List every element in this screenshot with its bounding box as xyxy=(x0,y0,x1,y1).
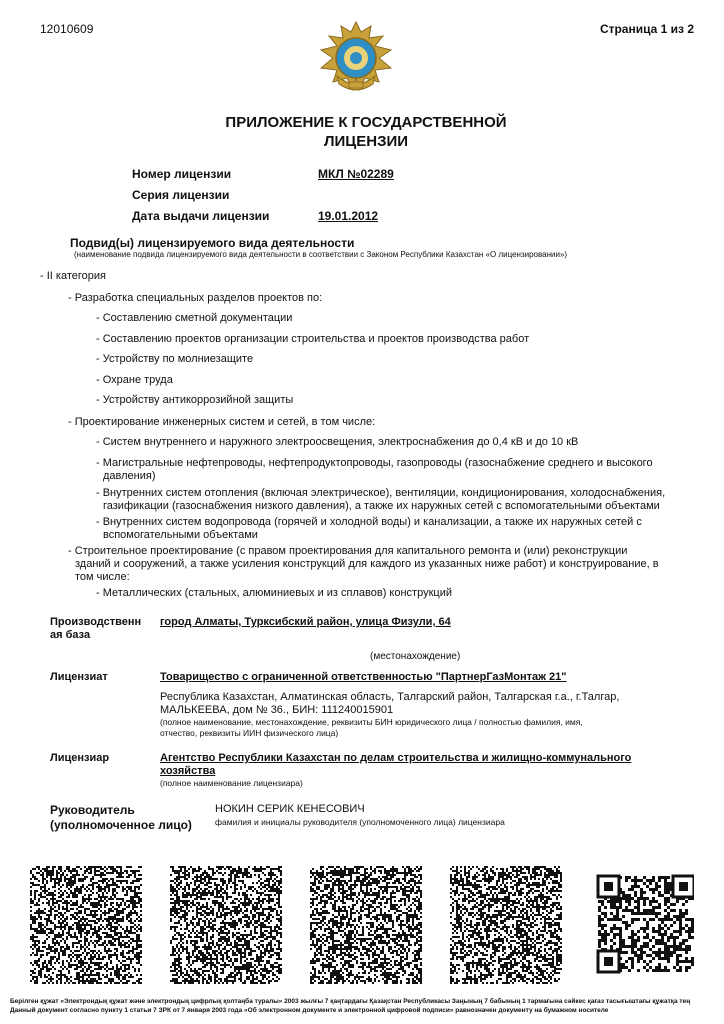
datamatrix-code-3-icon xyxy=(310,866,422,984)
licensee-address xyxy=(160,691,619,717)
list-item: - Охране труда xyxy=(96,374,173,386)
production-base-label xyxy=(50,616,141,642)
list-item: - Магистральные нефтепроводы, нефтепродуктопроводы, газопроводы (газоснабжение среднего и высокого xyxy=(96,457,653,469)
licensee-note-line-2: отчество, реквизиты ИИН физического лица) xyxy=(160,728,339,738)
list-item: - Составлению сметной документации xyxy=(96,312,293,324)
title-line-2: ЛИЦЕНЗИИ xyxy=(323,133,409,150)
licensee-address-line-2: МАЛЬКЕЕВА, дом № 36., БИН: 111240015901 xyxy=(160,704,394,716)
list-item: - Составлению проектов организации строительства и проектов производства работ xyxy=(96,333,530,345)
document-number: 12010609 xyxy=(40,22,94,36)
list-item-continuation: вспомогательными объектами xyxy=(103,529,258,541)
production-base-note: (местонахождение) xyxy=(370,651,461,662)
licensor-name xyxy=(160,752,631,778)
licensor-name-line-1: Агентство Республики Казахстан по делам строительства и жилищно-коммунального xyxy=(160,752,632,764)
list-item: - Систем внутреннего и наружного электроосвещения, электроснабжения до 0,4 кВ и до 10 кВ xyxy=(96,436,579,448)
state-emblem-icon xyxy=(313,18,399,100)
datamatrix-code-4-icon xyxy=(450,866,562,984)
production-base-label-line-1: Производственн xyxy=(50,616,142,628)
footer-line-russian: Данный документ согласно пункту 1 статьи 7 ЗРК от 7 января 2003 года «Об электронном документе и электронной цифровой подписи» равнозначен документу на бумажном носителе xyxy=(10,1007,609,1014)
license-series-label: Серия лицензии xyxy=(132,188,230,202)
footer-line-kazakh: Берілген құжат «Электрондық құжат және электрондық цифрлық қолтаңба туралы» 2003 жылғы 7 қаңтардағы Қазақстан Республикасы Заңының 7 бабының 1 тармағына сәйкес қағаз тасығыштағы құжатқа тең xyxy=(10,998,691,1005)
group2-title: - Проектирование инженерных систем и сетей, в том числе: xyxy=(68,416,376,428)
document-title xyxy=(150,113,582,151)
head-label-line-1: Руководитель xyxy=(50,803,135,817)
issue-date-value: 19.01.2012 xyxy=(318,209,379,223)
license-number-value: МКЛ №02289 xyxy=(318,167,394,181)
subtype-note: (наименование подвида лицензируемого вида деятельности в соответствии с Законом Республики Казахстан «О лицензировании») xyxy=(74,250,568,259)
datamatrix-code-1-icon xyxy=(30,866,142,984)
licensee-name: Товарищество с ограниченной ответственностью "ПартнерГазМонтаж 21" xyxy=(160,671,567,683)
production-base-label-line-2: ая база xyxy=(50,629,91,641)
licensor-note: (полное наименование лицензиара) xyxy=(160,778,303,788)
list-item: - Устройству по молниезащите xyxy=(96,353,254,365)
title-line-1: ПРИЛОЖЕНИЕ К ГОСУДАРСТВЕННОЙ xyxy=(225,114,507,131)
list-item: - Металлических (стальных, алюминиевых и из сплавов) конструкций xyxy=(96,587,452,599)
group3-title-continuation: том числе: xyxy=(75,571,130,583)
licensee-note xyxy=(160,717,583,739)
licensee-label: Лицензиат xyxy=(50,671,108,683)
license-number-label: Номер лицензии xyxy=(132,167,232,181)
list-item: - Внутренних систем водопровода (горячей и холодной воды) и канализации, а также их наружных сетей с xyxy=(96,516,642,528)
group3-title: - Строительное проектирование (с правом проектирования для капитального ремонта и (или) реконструкции xyxy=(68,545,628,557)
category-item: - II категория xyxy=(40,270,106,282)
list-item: - Внутренних систем отопления (включая электрическое), вентиляции, кондиционирования, холодоснабжения, xyxy=(96,487,666,499)
production-base-address: город Алматы, Турксибский район, улица Физули, 64 xyxy=(160,616,451,628)
legal-footer xyxy=(10,997,714,1015)
head-label-line-2: (уполномоченное лицо) xyxy=(50,818,192,832)
licensee-note-line-1: (полное наименование, местонахождение, реквизиты БИН юридического лица / полностью фамилия, имя, xyxy=(160,717,583,727)
licensor-name-line-2: хозяйства xyxy=(160,765,216,777)
licensee-address-line-1: Республика Казахстан, Алматинская область, Талгарский район, Талгарская г.а., г.Талгар, xyxy=(160,691,620,703)
qr-code-icon xyxy=(598,876,694,972)
head-name: НОКИН СЕРИК КЕНЕСОВИЧ xyxy=(215,803,365,815)
list-item: - Устройству антикоррозийной защиты xyxy=(96,394,294,406)
head-label xyxy=(50,803,192,833)
head-note: фамилия и инициалы руководителя (уполномоченного лица) лицензиара xyxy=(215,817,505,827)
licensor-label: Лицензиар xyxy=(50,752,110,764)
list-item-continuation: давления) xyxy=(103,470,156,482)
list-item-continuation: газификации (газоснабжения низкого давления), а также их наружных сетей с вспомогательными объектами xyxy=(103,500,660,512)
barcode-strip xyxy=(30,862,694,990)
group3-title-continuation: зданий и сооружений, а также усиления конструкций для каждого из указанных ниже работ) и конструирование, в xyxy=(75,558,659,570)
page-indicator: Страница 1 из 2 xyxy=(599,22,694,36)
datamatrix-code-2-icon xyxy=(170,866,282,984)
issue-date-label: Дата выдачи лицензии xyxy=(132,209,270,223)
group1-title: - Разработка специальных разделов проектов по: xyxy=(68,292,323,304)
subtype-heading: Подвид(ы) лицензируемого вида деятельности xyxy=(70,236,355,250)
